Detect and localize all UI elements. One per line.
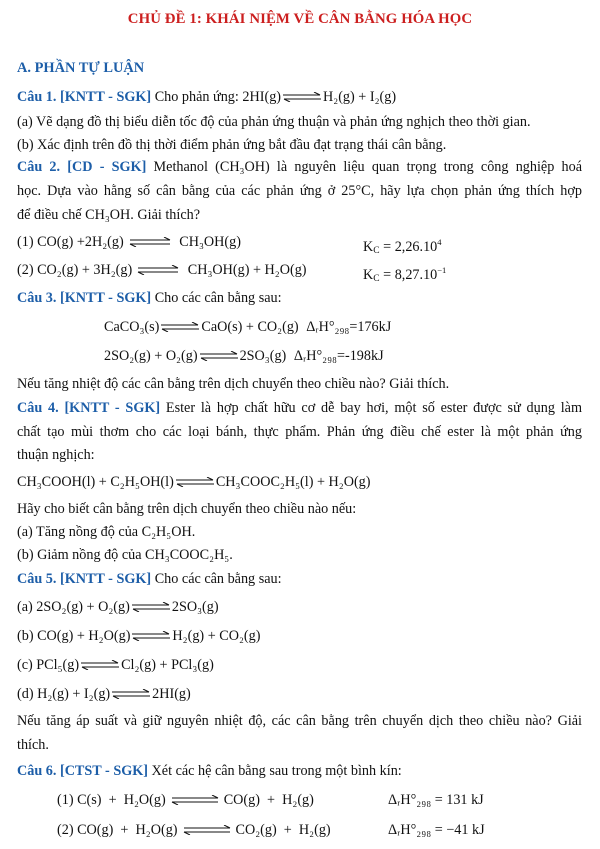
q4-line-1: Ester là hợp chất hữu cơ dễ bay hơi, một số ester được sử dụng làm <box>165 400 582 416</box>
equilibrium-arrow-icon <box>132 602 170 612</box>
q2-reaction-2 <box>17 261 307 279</box>
q2-line-2: học. Dựa vào hằng số cân bằng của các phản ứng ở 25°C, hãy lựa chọn phản ứng thích hợp <box>17 183 582 199</box>
q3-e2-right: 2SO₃(g) <box>239 348 287 364</box>
q3-e1-right: CaO(s) + CO₂(g) <box>201 319 299 335</box>
equilibrium-arrow-icon <box>126 237 174 247</box>
question-1-label: Câu 1. [KNTT - SGK] <box>17 89 152 105</box>
q4-part-b: (b) Giảm nồng độ của CH₃COOC₂H₅. <box>17 547 233 563</box>
q2-r2-constant <box>363 261 446 288</box>
q6-e2-enthalpy: = −41 kJ <box>434 822 485 838</box>
enthalpy-symbol: ΔᵣH°₂₉₈ <box>388 792 432 808</box>
enthalpy-symbol: ΔᵣH°₂₉₈ <box>306 319 350 335</box>
q3-e1-left: CaCO₃(s) <box>104 319 160 335</box>
q4-part-a: (a) Tăng nồng độ của C₂H₅OH. <box>17 524 196 540</box>
question-3-text: Cho các cân bằng sau: <box>154 290 282 306</box>
question-2 <box>17 158 582 176</box>
q2-r1-right: CH₃OH(g) <box>179 234 241 250</box>
q6-e2-left: (2) CO(g) + H₂O(g) <box>57 822 178 838</box>
q4-line-3: thuận nghịch: <box>17 447 95 463</box>
question-6-text: Xét các hệ cân bằng sau trong một bình kín: <box>151 763 402 779</box>
equilibrium-arrow-icon <box>180 825 234 835</box>
equilibrium-arrow-icon <box>81 660 119 670</box>
q3-e2-left: 2SO₂(g) + O₂(g) <box>104 348 198 364</box>
q1-part-a: (a) Vẽ dạng đồ thị biểu diễn tốc độ của phản ứng thuận và phản ứng nghịch theo thời gian. <box>17 114 531 130</box>
q5-equation-d <box>17 685 191 703</box>
q5-a-right: 2SO₃(g) <box>171 599 219 615</box>
q5-equation-c <box>17 656 214 674</box>
q5-b-right: H₂(g) + CO₂(g) <box>172 628 261 644</box>
q4-prompt: Hãy cho biết cân bằng trên dịch chuyển theo chiều nào nếu: <box>17 501 357 517</box>
equilibrium-arrow-icon <box>176 477 214 487</box>
k-subscript: C <box>373 246 380 256</box>
q5-c-right: Cl₂(g) + PCl₃(g) <box>121 657 214 673</box>
q5-c-left: (c) PCl₅(g) <box>17 657 80 673</box>
k-symbol: K <box>363 239 374 255</box>
q5-line-1: Nếu tăng áp suất và giữ nguyên nhiệt độ, các cân bằng trên chuyển dịch theo chiều nào? Giải <box>17 713 582 729</box>
q2-line-1: Methanol (CH₃OH) là nguyên liệu quan trọng trong công nghiệp hoá <box>153 159 583 175</box>
question-1-text: Cho phản ứng: <box>154 89 239 105</box>
q2-line-3: để điều chế CH₃OH. Giải thích? <box>17 207 201 223</box>
question-1 <box>17 88 396 106</box>
q6-e2-right: CO₂(g) + H₂(g) <box>235 822 331 838</box>
question-4-label: Câu 4. [KNTT - SGK] <box>17 400 161 416</box>
q6-e1-enthalpy: = 131 kJ <box>434 792 484 808</box>
q2-r2-right: CH₃OH(g) + H₂O(g) <box>187 262 307 278</box>
k-exponent: −1 <box>437 265 447 275</box>
k-exponent: 4 <box>437 237 442 247</box>
question-3-label: Câu 3. [KNTT - SGK] <box>17 290 152 306</box>
q4-eq-right: CH₃COOC₂H₅(l) + H₂O(g) <box>215 474 371 490</box>
q2-r1-constant <box>363 233 442 260</box>
question-6 <box>17 762 402 780</box>
q4-eq-left: CH₃COOH(l) + C₂H₅OH(l) <box>17 474 174 490</box>
enthalpy-symbol: ΔᵣH°₂₉₈ <box>388 822 432 838</box>
q6-e1-enthalpy-group <box>388 791 484 809</box>
q1-eq-right: H₂(g) + I₂(g) <box>323 89 397 105</box>
question-4 <box>17 399 582 417</box>
q5-d-left: (d) H₂(g) + I₂(g) <box>17 686 111 702</box>
q2-r2-left: (2) CO₂(g) + 3H₂(g) <box>17 262 133 278</box>
q3-e2-enthalpy: =-198kJ <box>336 348 384 364</box>
q6-e2-enthalpy-group <box>388 821 485 839</box>
q3-question: Nếu tăng nhiệt độ các cân bằng trên dịch chuyển theo chiều nào? Giải thích. <box>17 376 450 392</box>
equilibrium-arrow-icon <box>132 631 170 641</box>
k-value: = 8,27.10 <box>379 267 438 283</box>
page-title: CHỦ ĐỀ 1: KHÁI NIỆM VỀ CÂN BẰNG HÓA HỌC <box>127 11 473 27</box>
q6-equation-1 <box>57 791 314 809</box>
question-6-label: Câu 6. [CTST - SGK] <box>17 763 148 779</box>
section-heading: A. PHẦN TỰ LUẬN <box>17 60 145 76</box>
q6-e1-left: (1) C(s) + H₂O(g) <box>57 792 166 808</box>
q2-r1-left: (1) CO(g) +2H₂(g) <box>17 234 124 250</box>
question-5 <box>17 570 282 588</box>
q3-e1-enthalpy: =176kJ <box>349 319 392 335</box>
q5-equation-a <box>17 598 219 616</box>
q2-reaction-1 <box>17 233 241 251</box>
equilibrium-arrow-icon <box>200 351 238 361</box>
k-value: = 2,26.10 <box>379 239 438 255</box>
k-symbol: K <box>363 267 374 283</box>
q5-a-left: (a) 2SO₂(g) + O₂(g) <box>17 599 130 615</box>
question-2-label: Câu 2. [CD - SGK] <box>17 159 147 175</box>
q6-e1-right: CO(g) + H₂(g) <box>223 792 314 808</box>
q4-equation <box>17 473 371 491</box>
q1-part-b: (b) Xác định trên đồ thị thời điểm phản ứng bắt đầu đạt trạng thái cân bằng. <box>17 137 447 153</box>
equilibrium-arrow-icon <box>168 795 222 805</box>
q1-eq-left: 2HI(g) <box>242 89 282 105</box>
q5-b-left: (b) CO(g) + H₂O(g) <box>17 628 131 644</box>
k-subscript: C <box>373 274 380 284</box>
equilibrium-arrow-icon <box>283 92 321 102</box>
question-3 <box>17 289 282 307</box>
equilibrium-arrow-icon <box>161 322 199 332</box>
q6-equation-2 <box>57 821 331 839</box>
equilibrium-arrow-icon <box>112 689 150 699</box>
q5-d-right: 2HI(g) <box>152 686 191 702</box>
question-5-text: Cho các cân bằng sau: <box>154 571 282 587</box>
enthalpy-symbol: ΔᵣH°₂₉₈ <box>293 348 337 364</box>
q5-line-2: thích. <box>17 737 49 753</box>
question-5-label: Câu 5. [KNTT - SGK] <box>17 571 152 587</box>
q3-equation-1 <box>104 318 391 336</box>
q3-equation-2 <box>104 347 384 365</box>
equilibrium-arrow-icon <box>134 265 182 275</box>
q5-equation-b <box>17 627 260 645</box>
q4-line-2: chất tạo mùi thơm cho các loại bánh, thực phẩm. Phản ứng điều chế ester là một phản ứng <box>17 424 582 440</box>
